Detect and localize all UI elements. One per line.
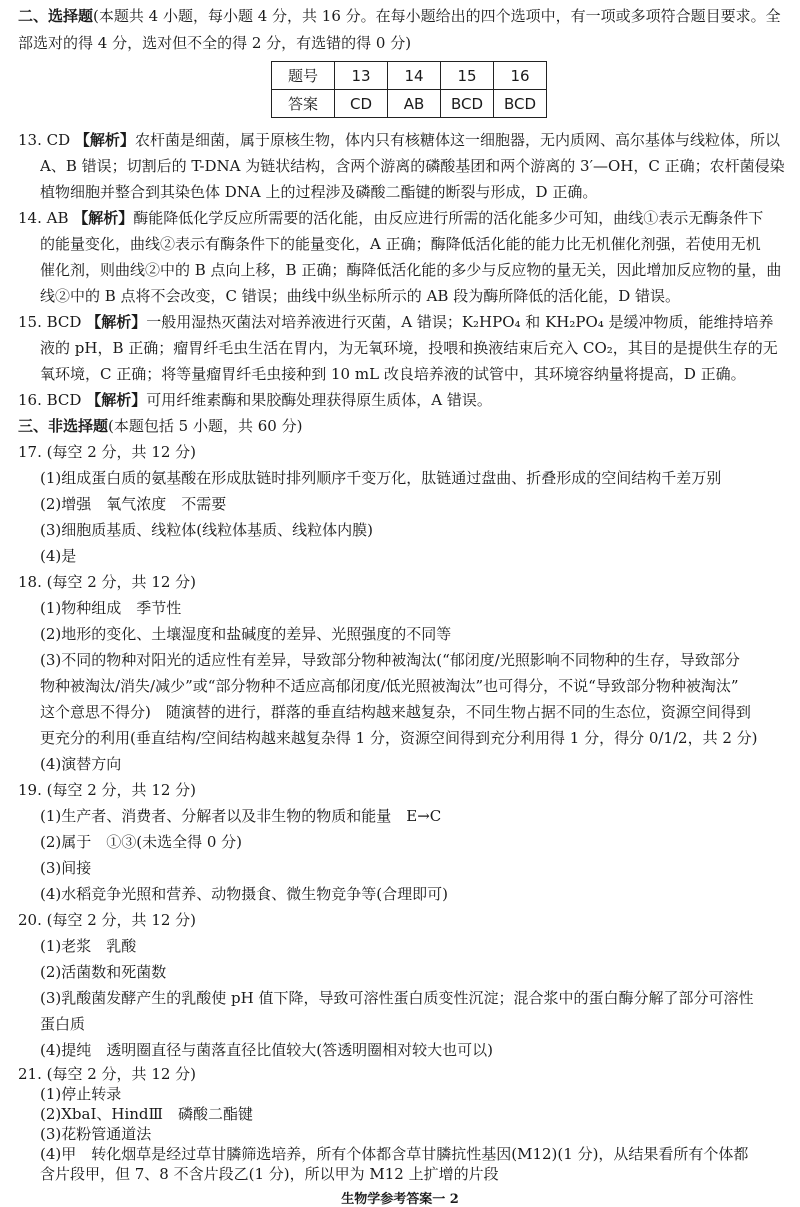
answer-cell: CD (335, 90, 388, 118)
q14-text: 酶能降低化学反应所需要的活化能，由反应进行所需的活化能多少可知，曲线①表示无酶条件下 (133, 209, 764, 227)
answer-table-answer-row (272, 90, 547, 118)
q15-line2: 液的 pH，B 正确；瘤胃纤毛虫生活在胃内，为无氧环境，投喂和换液结束后充入 CO₂，其目的是提供生存的无 (40, 339, 778, 357)
q17-answer-2: (2)增强 氧气浓度 不需要 (40, 495, 227, 513)
q18-answer-2: (2)地形的变化、土壤湿度和盐碱度的差异、光照强度的不同等 (40, 625, 452, 643)
explanation-tag: 【解析】 (74, 131, 135, 149)
question-number: 15 (441, 62, 494, 90)
q19-answer-4: (4)水稻竞争光照和营养、动物摄食、微生物竞争等(合理即可) (40, 885, 448, 903)
q13-line3: 植物细胞并整合到其染色体 DNA 上的过程涉及磷酸二酯键的断裂与形成，D 正确。 (40, 183, 598, 201)
question-number: 16 (494, 62, 547, 90)
q21-answer-1: (1)停止转录 (40, 1085, 122, 1103)
q16-line1 (18, 389, 788, 411)
answer-cell: BCD (494, 90, 547, 118)
row-label-answer: 答案 (272, 90, 335, 118)
q21-answer-4-line2: 含片段甲，但 7、8 不含片段乙(1 分)，所以甲为 M12 上扩增的片段 (40, 1165, 499, 1183)
q21-answer-3: (3)花粉管通道法 (40, 1125, 152, 1143)
answer-cell: BCD (441, 90, 494, 118)
q16-answer: 16. BCD (18, 391, 82, 409)
section3-note: (本题包括 5 小题，共 60 分) (108, 417, 303, 435)
question-number: 13 (335, 62, 388, 90)
section2-intro-line2: 部选对的得 4 分，选对但不全的得 2 分，有选错的得 0 分) (18, 34, 412, 52)
section3-heading: 三、非选择题 (18, 417, 109, 435)
q20-answer-3-line2: 蛋白质 (40, 1015, 86, 1033)
explanation-tag: 【解析】 (86, 391, 147, 409)
q20-answer-1: (1)老浆 乳酸 (40, 937, 137, 955)
q19-head: 19. (每空 2 分，共 12 分) (18, 781, 197, 799)
q14-line1 (18, 207, 788, 229)
section2-intro-line1 (18, 5, 788, 27)
answer-cell: AB (388, 90, 441, 118)
q19-answer-1: (1)生产者、消费者、分解者以及非生物的物质和能量 E→C (40, 807, 442, 825)
q20-head: 20. (每空 2 分，共 12 分) (18, 911, 197, 929)
q16-text: 可用纤维素酶和果胶酶处理获得原生质体，A 错误。 (146, 391, 492, 409)
q18-answer-3-line3: 这个意思不得分) 随演替的进行，群落的垂直结构越来越复杂，不同生物占据不同的生态位，资源空间得到 (40, 703, 751, 721)
q13-text: 农杆菌是细菌，属于原核生物，体内只有核糖体这一细胞器，无内质网、高尔基体与线粒体，所以 (134, 131, 780, 149)
q20-answer-3-line1: (3)乳酸菌发酵产生的乳酸使 pH 值下降，导致可溶性蛋白质变性沉淀；混合浆中的蛋白酶分解了部分可溶性 (40, 989, 754, 1007)
q18-answer-1: (1)物种组成 季节性 (40, 599, 182, 617)
q15-line3: 氧环境，C 正确；将等量瘤胃纤毛虫接种到 10 mL 改良培养液的试管中，其环境容纳量将提高，D 正确。 (40, 365, 746, 383)
q18-answer-3-line4: 更充分的利用(垂直结构/空间结构越来越复杂得 1 分，资源空间得到充分利用得 1 分，得分 0/1/2，共 2 分) (40, 729, 758, 747)
q18-head: 18. (每空 2 分，共 12 分) (18, 573, 197, 591)
q15-answer: 15. BCD (18, 313, 82, 331)
q18-answer-4: (4)演替方向 (40, 755, 122, 773)
q15-text: 一般用湿热灭菌法对培养液进行灭菌，A 错误；K₂HPO₄ 和 KH₂PO₄ 是缓冲物质，能维持培养 (146, 313, 774, 331)
answer-table (271, 61, 547, 118)
q20-answer-4: (4)提纯 透明圈直径与菌落直径比值较大(答透明圈相对较大也可以) (40, 1041, 493, 1059)
q17-head: 17. (每空 2 分，共 12 分) (18, 443, 197, 461)
q14-line2: 的能量变化，曲线②表示有酶条件下的能量变化，A 正确；酶降低活化能的能力比无机催化剂强，若使用无机 (40, 235, 761, 253)
answer-table-number-row (272, 62, 547, 90)
q20-answer-2: (2)活菌数和死菌数 (40, 963, 167, 981)
q14-line4: 线②中的 B 点将不会改变，C 错误；曲线中纵坐标所示的 AB 段为酶所降低的活化能，D 错误。 (40, 287, 680, 305)
q13-line2: A、B 错误；切割后的 T-DNA 为链状结构，含两个游离的磷酸基团和两个游离的 3′—OH，C 正确；农杆菌侵染 (40, 157, 785, 175)
q18-answer-3-line2: 物种被淘汰/消失/减少”或“部分物种不适应高郁闭度/低光照被淘汰”也可得分，不说“导致部分物种被淘汰” (40, 677, 739, 695)
q17-answer-1: (1)组成蛋白质的氨基酸在形成肽链时排列顺序千变万化，肽链通过盘曲、折叠形成的空间结构千差万别 (40, 469, 722, 487)
page-footer: 生物学参考答案一 2 (341, 1192, 459, 1207)
section2-instructions: (本题共 4 小题，每小题 4 分，共 16 分。在每小题给出的四个选项中，有一项或多项符合题目要求。全 (93, 7, 781, 25)
section2-heading: 二、选择题 (18, 7, 94, 25)
q17-answer-4: (4)是 (40, 547, 77, 565)
row-label-number: 题号 (272, 62, 335, 90)
section3-heading-line (18, 415, 788, 437)
q19-answer-3: (3)间接 (40, 859, 92, 877)
q21-answer-2: (2)XbaⅠ、HindⅢ 磷酸二酯键 (40, 1105, 254, 1123)
q18-answer-3-line1: (3)不同的物种对阳光的适应性有差异，导致部分物种被淘汰(“郁闭度/光照影响不同物种的生存，导致部分 (40, 651, 740, 669)
q13-line1 (18, 129, 788, 151)
q15-line1 (18, 311, 788, 333)
q17-answer-3: (3)细胞质基质、线粒体(线粒体基质、线粒体内膜) (40, 521, 373, 539)
q21-answer-4-line1: (4)甲 转化烟草是经过草甘膦筛选培养，所有个体都含草甘膦抗性基因(M12)(1 分)，从结果看所有个体都 (40, 1145, 749, 1163)
explanation-tag: 【解析】 (86, 313, 147, 331)
explanation-tag: 【解析】 (73, 209, 134, 227)
q21-head: 21. (每空 2 分，共 12 分) (18, 1065, 197, 1083)
q19-answer-2: (2)属于 ①③(未选全得 0 分) (40, 833, 243, 851)
q14-line3: 催化剂，则曲线②中的 B 点向上移，B 正确；酶降低活化能的多少与反应物的量无关，因此增加反应物的量，曲 (40, 261, 782, 279)
q14-answer: 14. AB (18, 209, 69, 227)
question-number: 14 (388, 62, 441, 90)
q13-answer: 13. CD (18, 131, 71, 149)
